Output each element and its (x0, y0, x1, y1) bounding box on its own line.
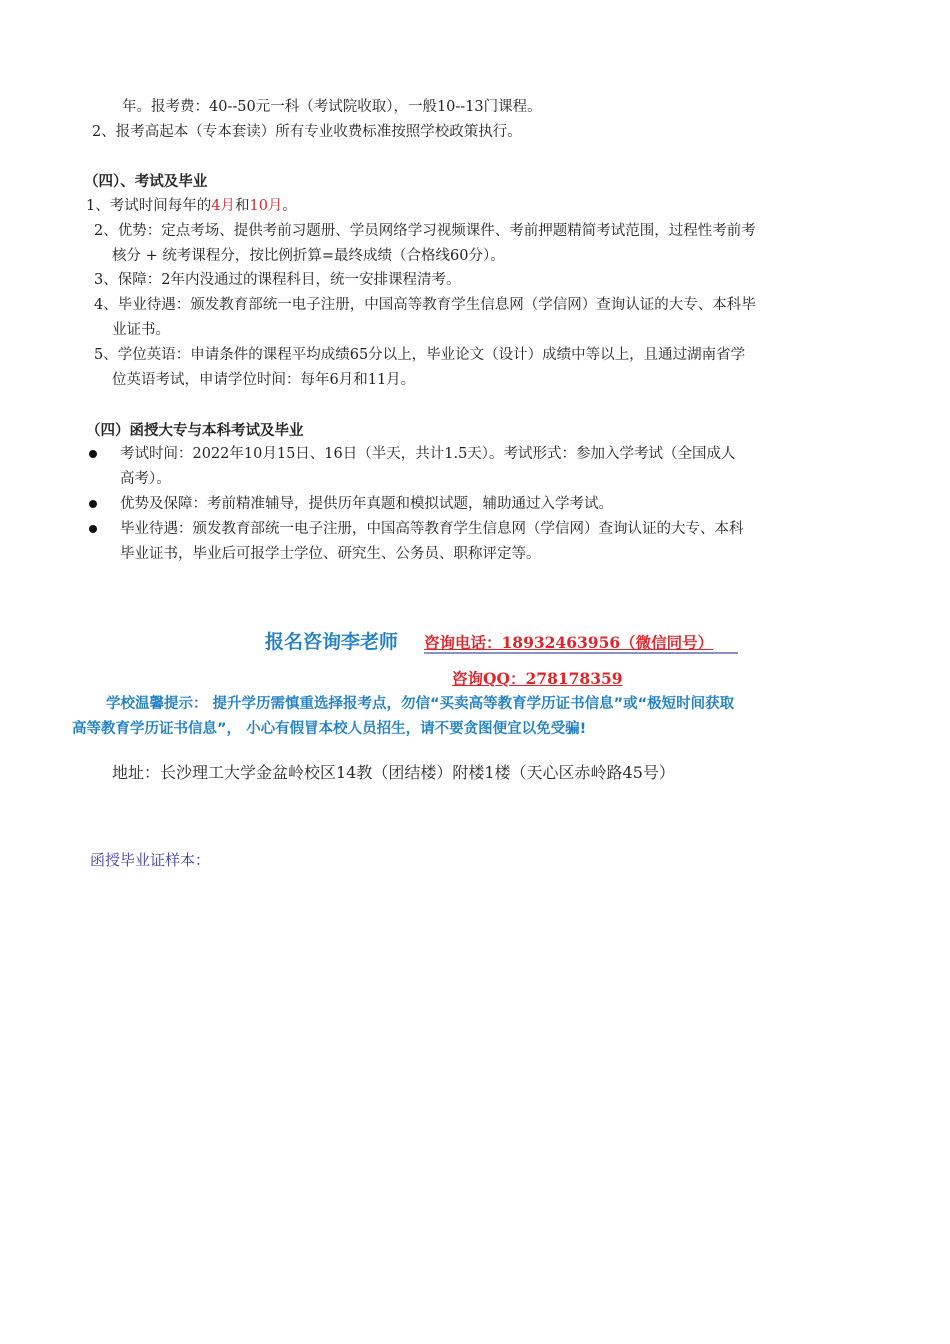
exam-item-1-prefix: 1、考试时间每年的 (86, 198, 212, 214)
exam-item-2-line-1: 2、优势：定点考场、提供考前习题册、学员网络学习视频课件、考前押题精简考试范围，过程性考前考 (94, 223, 756, 239)
phone-underline-bar (424, 652, 738, 654)
school-tips-line-2: 高等教育学历证书信息”， 小心有假冒本校人员招生，请不要贪图便宜以免受骗! (72, 721, 587, 737)
exam-item-1-mid: 和 (234, 198, 250, 214)
exam-item-4-line-2: 业证书。 (112, 322, 170, 338)
school-tips-line-1: 学校温馨提示： 提升学历需慎重选择报考点，勿信“买卖高等教育学历证书信息”或“极短时间获取 (106, 696, 735, 712)
exam-month-april: 4月 (211, 198, 235, 214)
fee-line: 年。报考费：40--50元一科（考试院收取），一般10--13门课程。 (122, 99, 542, 115)
exam-item-1-suffix: 。 (282, 198, 297, 214)
contact-qq: 咨询QQ：278178359 (452, 669, 623, 688)
correspondence-section-heading: （四）函授大专与本科考试及毕业 (86, 422, 304, 439)
correspondence-bullet-1-line-2: 高考）。 (120, 471, 171, 487)
contact-teacher-title: 报名咨询李老师 (265, 631, 399, 653)
exam-item-5-line-1: 5、学位英语：申请条件的课程平均成绩65分以上，毕业论文（设计）成绩中等以上，且通过湖南省学 (94, 347, 746, 363)
correspondence-bullet-2: 优势及保障：考前精准辅导，提供历年真题和模拟试题，辅助通过入学考试。 (120, 496, 613, 512)
bullet-dot (89, 450, 97, 458)
exam-item-2-line-2: 核分 + 统考课程分，按比例折算=最终成绩（合格线60分）。 (112, 248, 505, 264)
diploma-sample-label: 函授毕业证样本： (90, 851, 211, 869)
exam-item-3: 3、保障：2年内没通过的课程科目，统一安排课程清考。 (94, 272, 461, 288)
contact-phone: 咨询电话：18932463956（微信同号） (424, 633, 714, 652)
bullet-dot (89, 500, 97, 508)
correspondence-bullet-1-line-1: 考试时间：2022年10月15日、16日（半天，共计1.5天）。考试形式：参加入学考试（全国成人 (120, 446, 736, 462)
exam-item-1 (86, 196, 297, 216)
fee-policy-line: 2、报考高起本（专本套读）所有专业收费标准按照学校政策执行。 (92, 124, 522, 140)
exam-month-october: 10月 (249, 198, 283, 214)
exam-item-4-line-1: 4、毕业待遇：颁发教育部统一电子注册，中国高等教育学生信息网（学信网）查询认证的大专、本科毕 (94, 297, 756, 313)
correspondence-bullet-3-line-2: 毕业证书，毕业后可报学士学位、研究生、公务员、职称评定等。 (120, 546, 541, 562)
exam-item-5-line-2: 位英语考试，申请学位时间：每年6月和11月。 (112, 372, 416, 388)
correspondence-bullet-3-line-1: 毕业待遇：颁发教育部统一电子注册，中国高等教育学生信息网（学信网）查询认证的大专、本科 (120, 521, 744, 537)
exam-section-heading: （四）、考试及毕业 (84, 173, 208, 190)
school-address: 地址：长沙理工大学金盆岭校区14教（团结楼）附楼1楼（天心区赤岭路45号） (112, 763, 675, 782)
bullet-dot (89, 525, 97, 533)
